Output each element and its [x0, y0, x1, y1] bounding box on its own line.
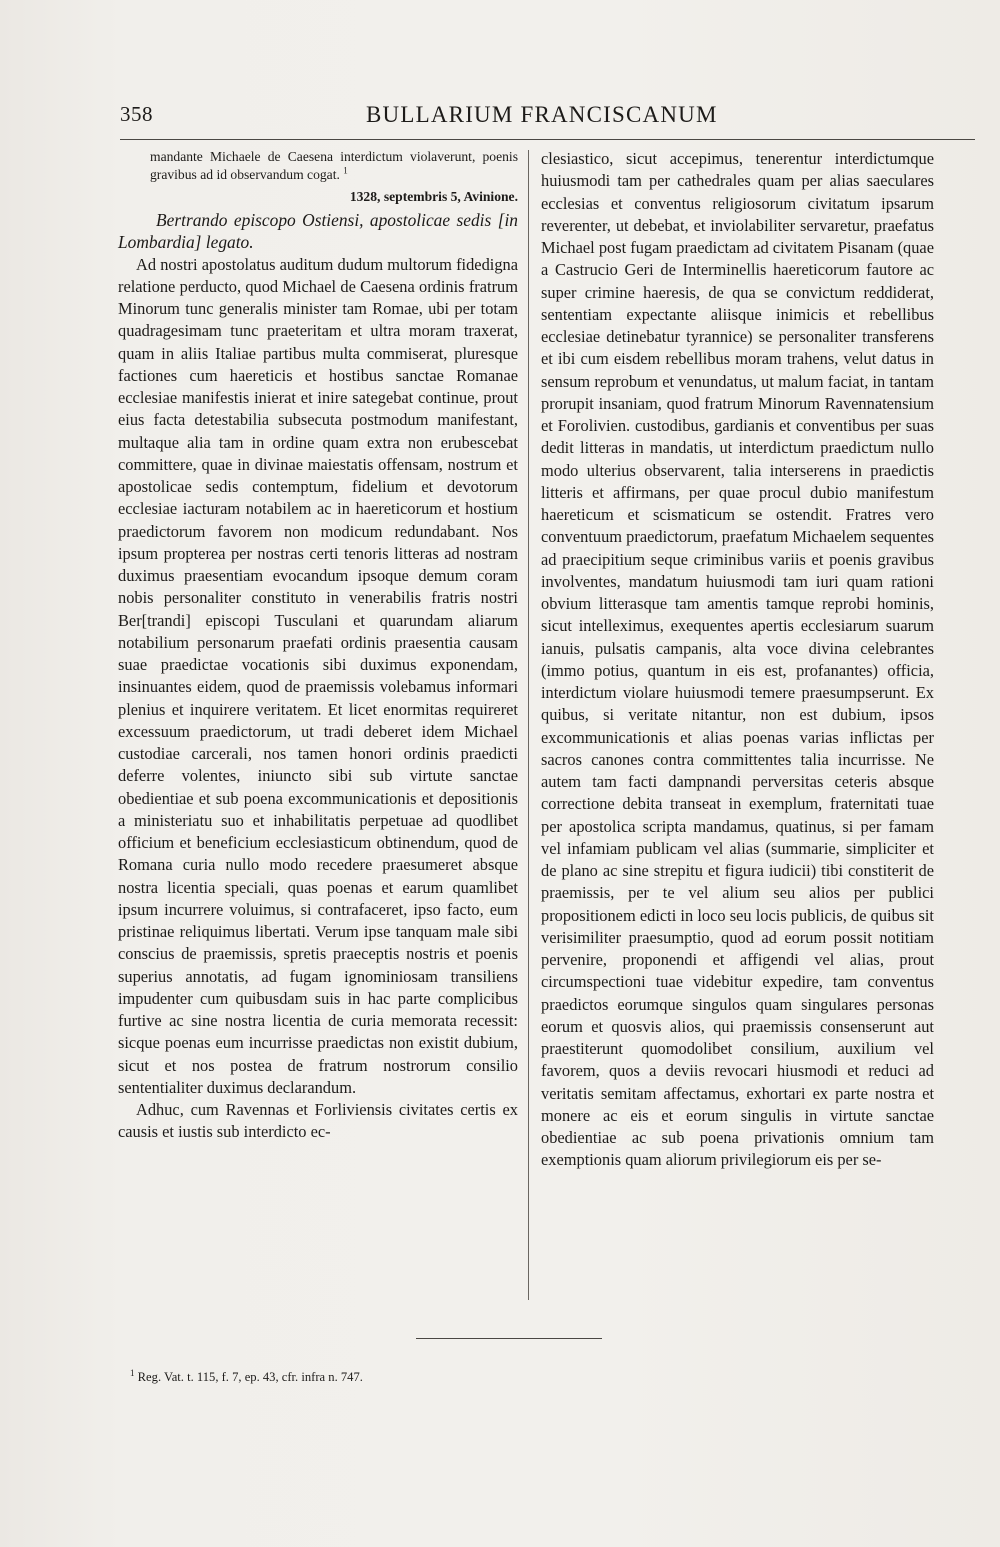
footnote-rule [416, 1338, 602, 1339]
column-divider [528, 150, 529, 1300]
header-rule [120, 139, 975, 140]
preceding-document-fragment [118, 148, 518, 183]
footnote-reference: 1 [343, 164, 348, 175]
footnote-marker: 1 [130, 1367, 135, 1378]
running-title: BULLARIUM FRANCISCANUM [366, 102, 718, 127]
paragraph: Ad nostri apostolatus auditum dudum multorum fidedigna relatione perducto, quod Michael de Caesena ordinis fratrum Minorum tunc generalis minister tam Romae, ubi per totam quadragesimam tunc praeteritam et ultra moram traxerat, quam in aliis Italiae partibus multa commiserat, pluresque factiones cum haereticis et hostibus sanctae Romanae ecclesiae manifestis inierat et inire sategebat continue, prout eius facta detestabilia subsecuta postmodum manifestant, multaque alia tam in ordine quam extra non erubescebat committere, quae in divinae maiestatis offensam, nostrum et apostolicae sedis contemptum, fidelium et devotorum ecclesiae iacturam notabilem ac in haereticorum et hostium praedictorum favorem non modicum redundabant. Nos ipsum propterea per nostras certi tenoris litteras ad nostram duximus praesentiam evocandum ipsoque demum coram nobis personaliter constituto in venerabilis fratris nostri Ber[trandi] episcopi Tusculani et quarundam aliarum notabilium personarum praefati ordinis praesentia causam suae praedictae vocationis sibi duximus exponendam, insinuantes eidem, quod de praemissis volebamus informari plenius et inquirere veritatem. Et licet enormitas requireret excessuum praedictorum, ut tradi deberet idem Michael custodiae carcerali, nos tamen honori ordinis praedicti deferre volentes, iniuncto sibi sub virtute sanctae obedientiae et sub poena excommunicationis et depositionis a ministeriatu suo et inhabilitatis perpetuae ad quodlibet officium et beneficium ecclesiasticum obtinendum, quod de Romana curia nullo modo recedere praesumeret absque nostra licentia speciali, quas poenas et earum quamlibet ipsum incurrere voluimus, si contrafaceret, ipso facto, eum pristinae reliquimus libertati. Verum ipse tanquam male sibi conscius de praemissis, spretis praeceptis nostris et poenis superius annotatis, ad fugam ignominiosam transiliens impudenter cum quibusdam suis in hac parte complicibus furtive ac sine nostra licentia de curia memorata recessit: sicque poenas eum incurrisse praedictas non existit dubium, sicut et nos postea de fratrum nostrorum consilio sententialiter duximus declarandum. [118, 254, 518, 1097]
footnote-text: Reg. Vat. t. 115, f. 7, ep. 43, cfr. infra n. 747. [137, 1370, 363, 1384]
preceding-fragment-text: mandante Michaele de Caesena interdictum violaverunt, poenis gravibus ad id observandum cogat. [150, 149, 518, 182]
page-header [120, 100, 956, 134]
left-column [118, 148, 518, 1144]
page-number: 358 [120, 102, 153, 126]
dateline: 1328, septembris 5, Avinione. [349, 189, 518, 204]
paragraph-continuation: clesiastico, sicut accepimus, tenerentur interdictumque huiusmodi tam per cathedrales quam per alias saeculares ecclesias et conventus religiosorum civitatum ipsarum reverenter, ut debebat, et inviolabiliter servaretur, praefatus Michael post fugam praedictam ad civitatem Pisanam (quae a Castrucio Geri de Interminellis haereticorum fautore ac super crimine haeresis, de qua se convictum reddiderat, sententiam expectante aliisque inimicis et rebellibus ecclesiae detinebatur tyrannice) se personaliter transferens et ibi cum eisdem rebellibus moram trahens, velut datus in sensum reprobum et venundatus, ut malum faciat, in tantam prorupit insaniam, quod fratrum Minorum Ravennatensium et Forolivien. custodibus, gardianis et conventibus per suas dedit litteras in mandatis, ut interdictum praedictum nullo modo ulterius observarent, talia interserens in praedictis litteris et affirmans, per quae procul dubio manifestum haereticum et scismaticum se ostendit. Fratres vero conventuum praedictorum, praefatum Michaelem sequentes ad praecipitium seque criminibus variis et poenis gravibus involventes, mandatum huiusmodi tam iuri quam rationi obvium litterasque tam amentis tamque reprobi hominis, sicut intelleximus, exequentes apertis ecclesiarum suarum ianuis, pulsatis campanis, alta voce divina celebrantes (immo potius, quantum in eis est, profanantes) officia, interdictum violare huiusmodi temere praesumpserunt. Ex quibus, si veritate nitantur, non est dubium, ipsos excommunicationis et alias poenas varias inflictas per sacros canones contra committentes talia incurrisse. Ne autem tam facti dampnandi perversitas ceteris absque correctione debita transeat in exemplum, fraternitati tuae per apostolica scripta mandamus, quatinus, si per famam vel infamiam publicam vel alias (summarie, simpliciter et de plano ac sine strepitu et figura iudicii) tibi constiterit de praemissis, per te vel alium seu alios per publici propositionem edicti in loco seu locis publicis, de quibus sit verisimiliter praesumptio, quod ad eorum possit notitiam pervenire, proponendi et affigendi vel alias, prout circumspectioni tuae videbitur expedire, tam conventus praedictos eorumque singulos quam singulares personas eorum et quosvis alios, qui praemissis consenserunt aut praestiterunt quomodolibet consilium, auxilium vel favorem, quos a deviis revocari hiusmodi et reduci ad veritatis semitam affectamus, exhortari ex parte nostra et monere ac eis et eorum singulis in virtute sanctae obedientiae ac sub poena privationis omnium tam exemptionis quam aliorum privilegiorum eis per se- [541, 149, 934, 1170]
right-column [541, 148, 934, 1172]
paragraph: Adhuc, cum Ravennas et Forliviensis civitates certis ex causis et iustis sub interdicto ec- [118, 1100, 518, 1142]
footnote [130, 1368, 363, 1386]
address-line: Bertrando episcopo Ostiensi, apostolicae sedis [in Lombardia] legato. [118, 210, 518, 253]
